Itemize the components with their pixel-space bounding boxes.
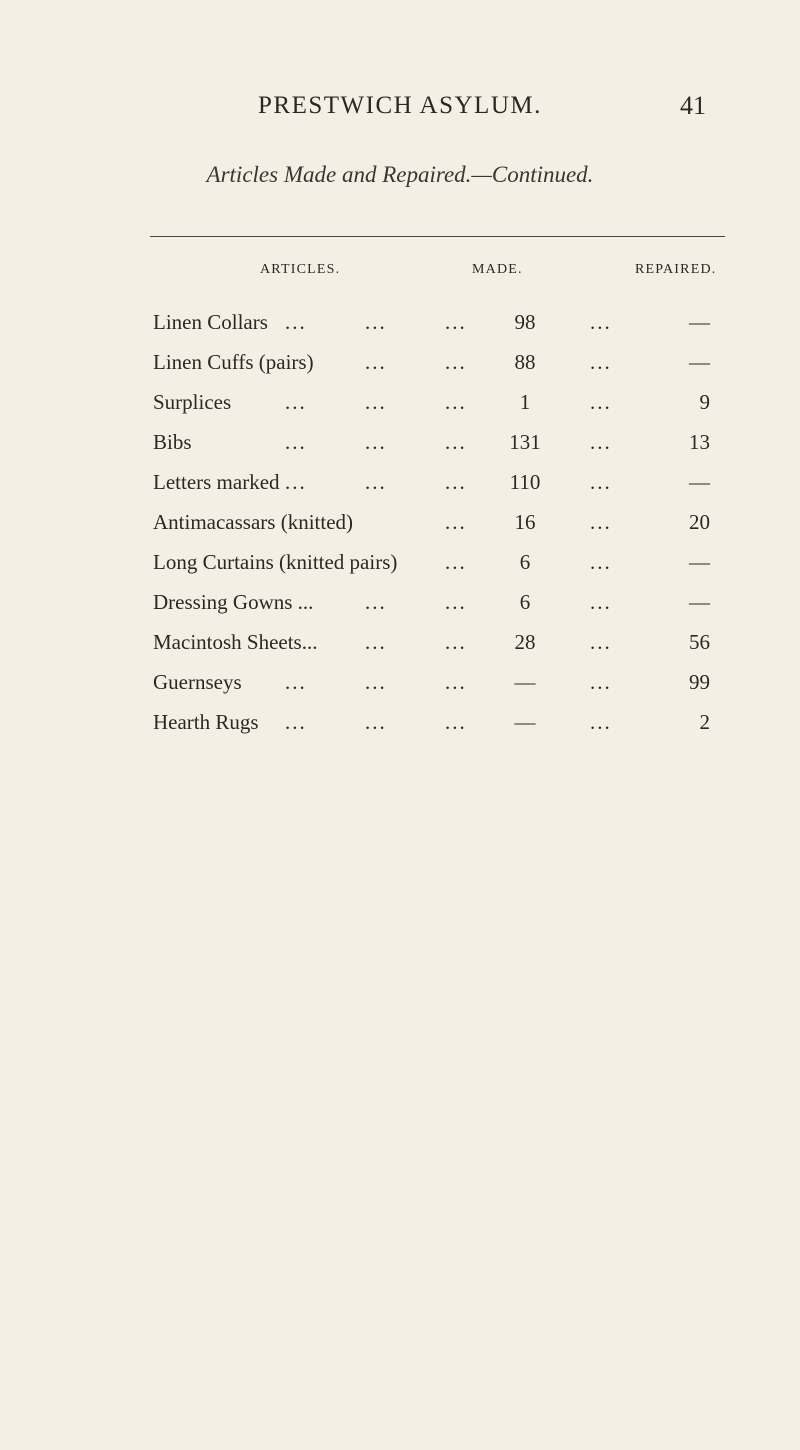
table-body xyxy=(0,307,800,747)
made-count: 88 xyxy=(514,350,536,374)
repaired-count: 20 xyxy=(689,510,710,534)
running-title: PRESTWICH ASYLUM. xyxy=(258,92,542,119)
dot-leader: ... xyxy=(590,430,612,454)
dot-leader: ... xyxy=(590,590,612,614)
made-count: 28 xyxy=(514,630,536,654)
table-row xyxy=(0,347,800,387)
column-header-made: MADE. xyxy=(472,262,523,277)
article-name: Letters marked xyxy=(153,470,280,494)
table-row xyxy=(0,587,800,627)
table-row xyxy=(0,627,800,667)
repaired-count: 9 xyxy=(699,390,710,414)
dot-leader: ... xyxy=(590,710,612,734)
dot-leader: ... xyxy=(365,350,387,374)
column-header-articles: ARTICLES. xyxy=(260,262,341,277)
article-name: Macintosh Sheets... xyxy=(153,630,318,654)
article-name: Hearth Rugs xyxy=(153,710,259,734)
table-row xyxy=(0,307,800,347)
table-row xyxy=(0,667,800,707)
dot-leader: ... xyxy=(445,630,467,654)
running-head xyxy=(0,86,800,126)
repaired-count: — xyxy=(689,310,710,334)
dot-leader: ... xyxy=(445,710,467,734)
table-row xyxy=(0,707,800,747)
article-name: Linen Cuffs (pairs) xyxy=(153,350,314,374)
dot-leader: ... xyxy=(445,510,467,534)
made-count: 131 xyxy=(509,430,541,454)
repaired-count: — xyxy=(689,550,710,574)
table-row xyxy=(0,547,800,587)
dot-leader: ... xyxy=(365,590,387,614)
dot-leader: ... xyxy=(590,310,612,334)
article-name: Dressing Gowns ... xyxy=(153,590,314,614)
table-row xyxy=(0,387,800,427)
dot-leader: ... xyxy=(590,470,612,494)
table-row xyxy=(0,507,800,547)
table-row xyxy=(0,427,800,467)
made-count: — xyxy=(514,710,536,734)
article-name: Guernseys xyxy=(153,670,242,694)
dot-leader: ... xyxy=(590,510,612,534)
dot-leader: ... xyxy=(285,430,307,454)
made-count: 110 xyxy=(509,470,541,494)
page-number: 41 xyxy=(680,91,706,120)
dot-leader: ... xyxy=(285,670,307,694)
repaired-count: 99 xyxy=(689,670,710,694)
dot-leader: ... xyxy=(590,550,612,574)
made-count: 6 xyxy=(519,590,531,614)
table-caption: Articles Made and Repaired.—Continued. xyxy=(206,162,594,187)
dot-leader: ... xyxy=(445,310,467,334)
dot-leader: ... xyxy=(445,430,467,454)
repaired-count: — xyxy=(689,590,710,614)
made-count: 6 xyxy=(519,550,531,574)
repaired-count: — xyxy=(689,470,710,494)
dot-leader: ... xyxy=(590,630,612,654)
repaired-count: 13 xyxy=(689,430,710,454)
dot-leader: ... xyxy=(365,710,387,734)
dot-leader: ... xyxy=(365,630,387,654)
dot-leader: ... xyxy=(285,310,307,334)
dot-leader: ... xyxy=(445,470,467,494)
dot-leader: ... xyxy=(365,430,387,454)
repaired-count: 56 xyxy=(689,630,710,654)
dot-leader: ... xyxy=(365,470,387,494)
dot-leader: ... xyxy=(445,550,467,574)
article-name: Antimacassars (knitted) xyxy=(153,510,354,534)
made-count: 1 xyxy=(519,390,531,414)
dot-leader: ... xyxy=(445,670,467,694)
dot-leader: ... xyxy=(365,670,387,694)
dot-leader: ... xyxy=(365,390,387,414)
made-count: 98 xyxy=(514,310,536,334)
dot-leader: ... xyxy=(285,710,307,734)
table-rule xyxy=(150,236,725,237)
dot-leader: ... xyxy=(590,670,612,694)
dot-leader: ... xyxy=(445,390,467,414)
article-name: Linen Collars xyxy=(153,310,268,334)
dot-leader: ... xyxy=(445,350,467,374)
made-count: — xyxy=(514,670,536,694)
repaired-count: — xyxy=(689,350,710,374)
dot-leader: ... xyxy=(590,390,612,414)
column-header-repaired: REPAIRED. xyxy=(635,262,717,277)
article-name: Bibs xyxy=(153,430,192,454)
dot-leader: ... xyxy=(285,390,307,414)
repaired-count: 2 xyxy=(699,710,710,734)
dot-leader: ... xyxy=(590,350,612,374)
dot-leader: ... xyxy=(365,310,387,334)
dot-leader: ... xyxy=(445,590,467,614)
made-count: 16 xyxy=(514,510,536,534)
article-name: Surplices xyxy=(153,390,232,414)
dot-leader: ... xyxy=(285,470,307,494)
article-name: Long Curtains (knitted pairs) xyxy=(153,550,398,574)
table-row xyxy=(0,467,800,507)
